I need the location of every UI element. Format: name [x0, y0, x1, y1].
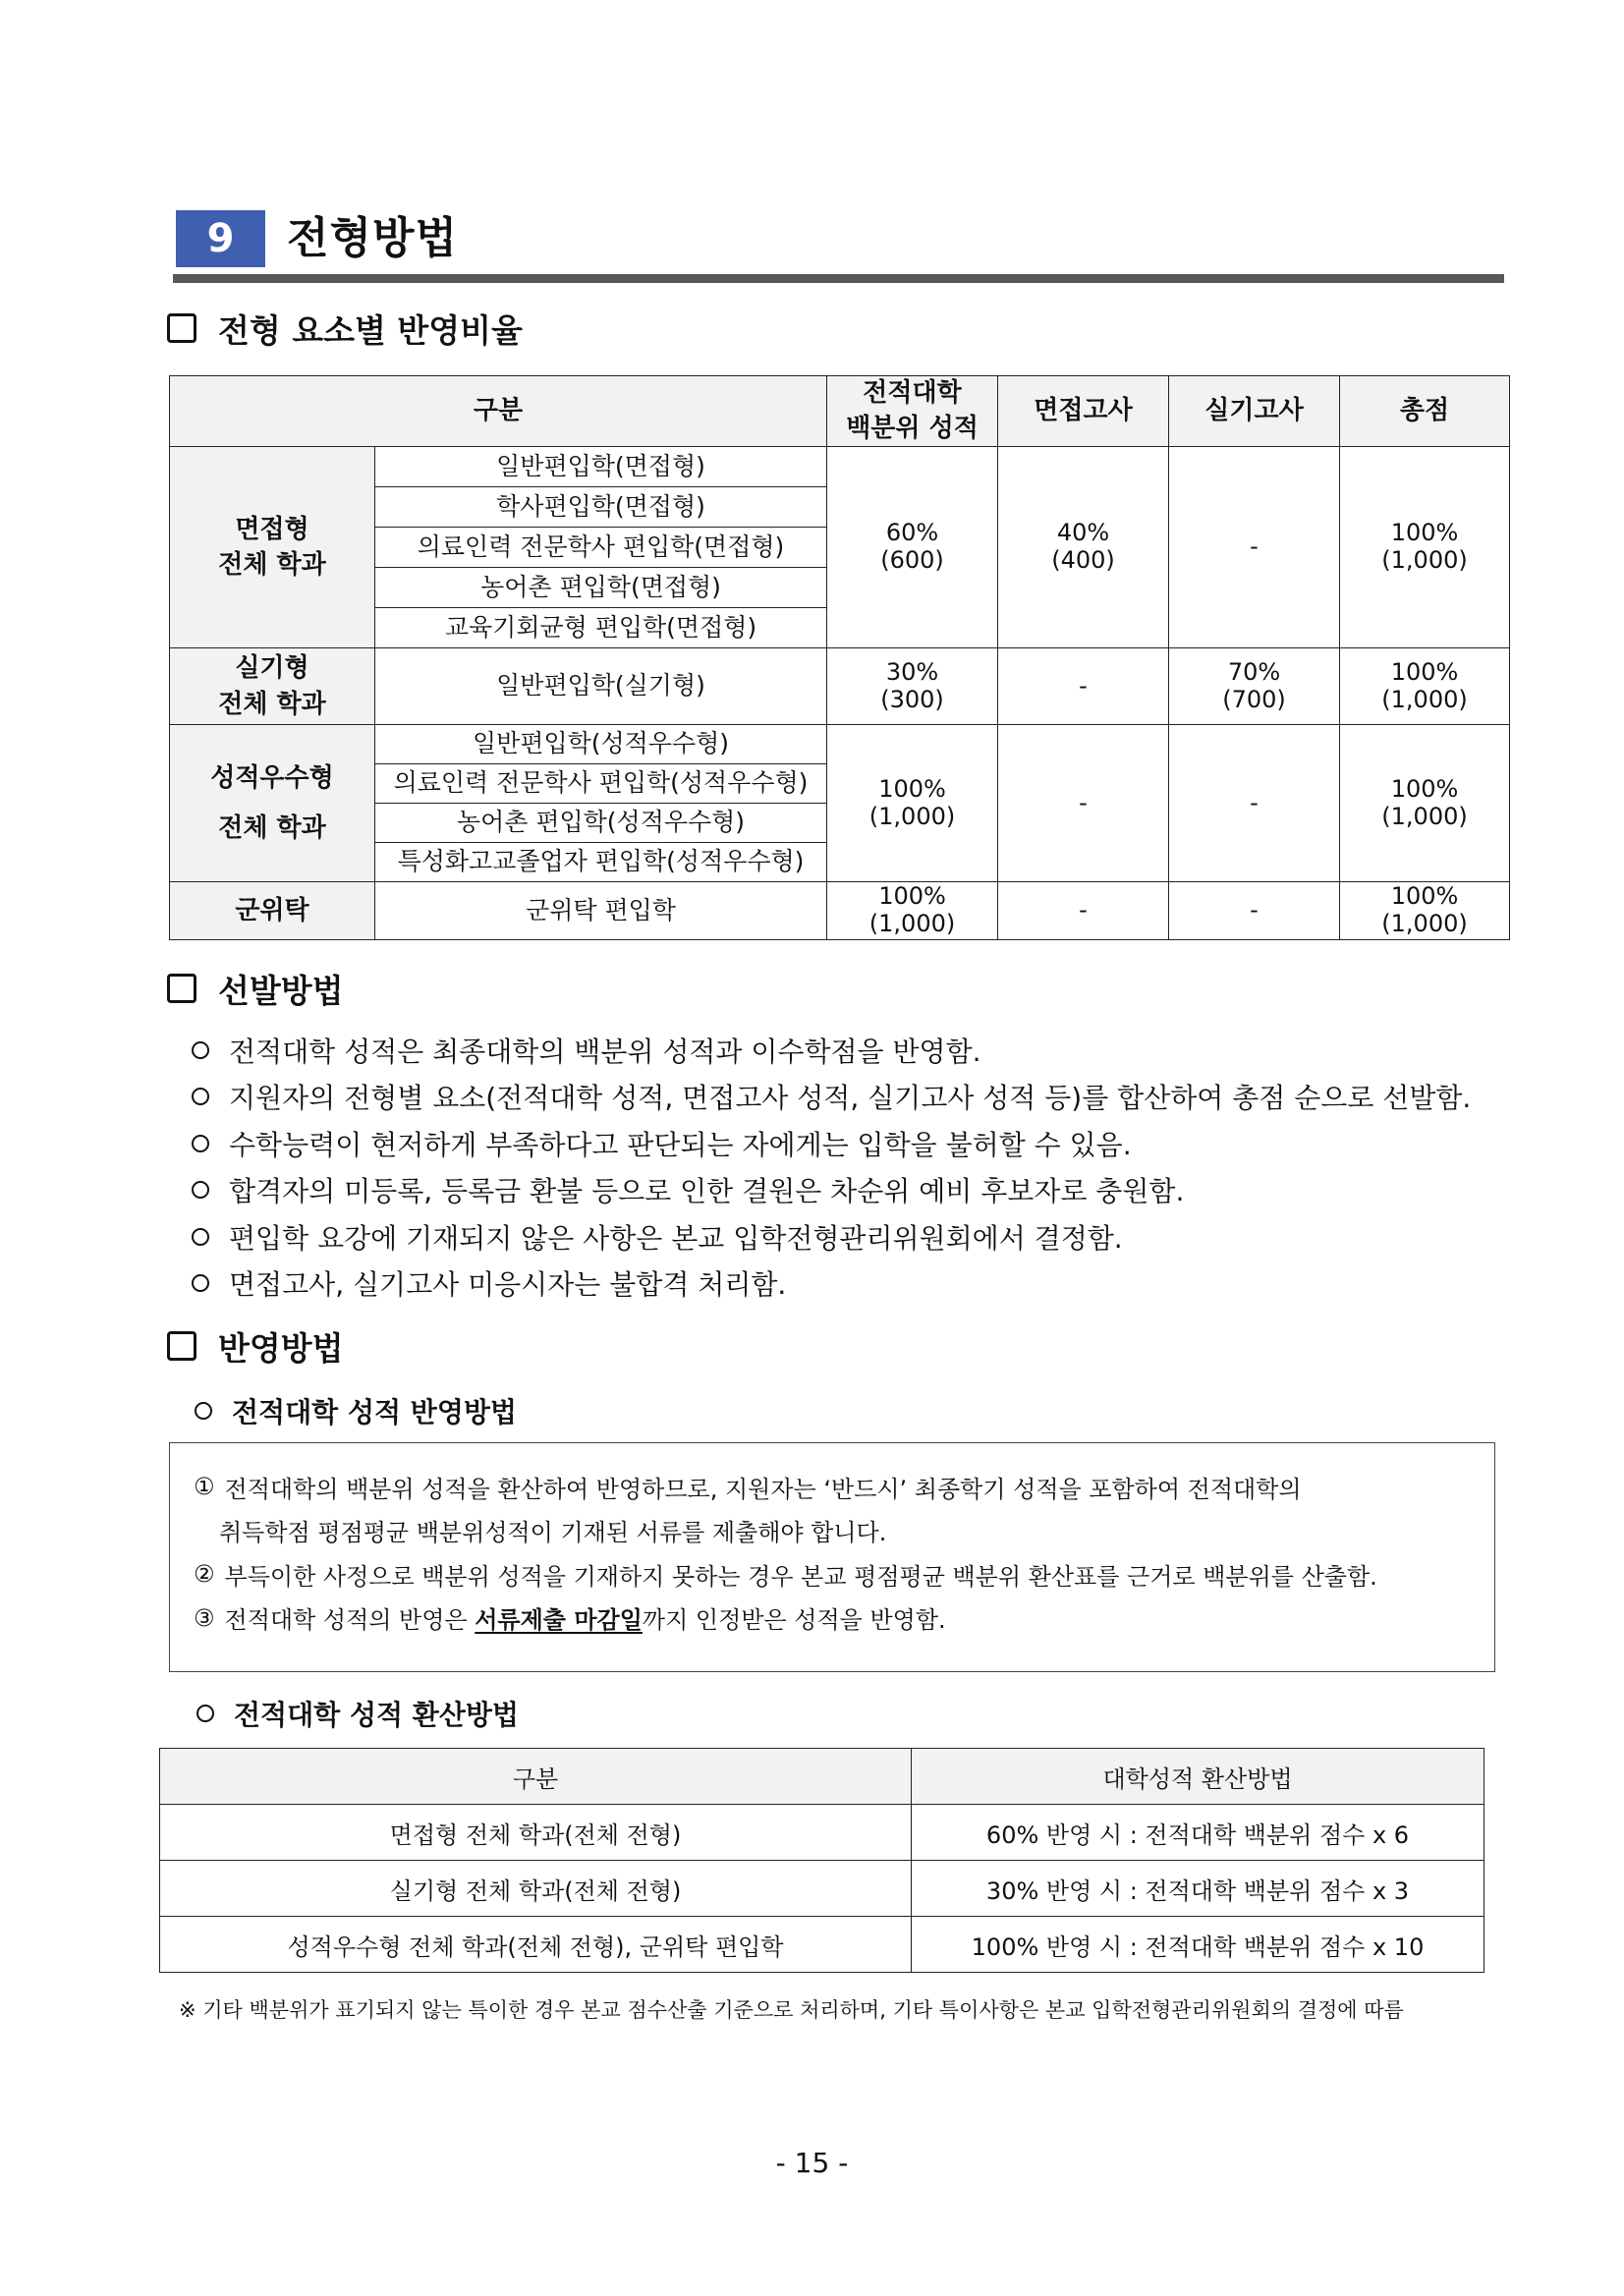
- military-total-cell: 100% (1,000): [1340, 882, 1510, 940]
- military-practical-cell: -: [1169, 882, 1340, 940]
- section-divider: [173, 274, 1504, 283]
- interview-grade-cell: 60% (600): [827, 447, 998, 648]
- bullet-circle-icon: [192, 1135, 209, 1152]
- bullet-circle-icon: [196, 1705, 214, 1722]
- list-item: 편입학 요강에 기재되지 않은 사항은 본교 입학전형관리위원회에서 결정함.: [192, 1213, 1498, 1260]
- sub-item: 의료인력 전문학사 편입학(성적우수형): [375, 764, 827, 804]
- ratio-header-row: [170, 376, 1510, 447]
- excellence-grade-cell: 100% (1,000): [827, 725, 998, 882]
- practical-practical-cell: 70% (700): [1169, 648, 1340, 725]
- table-row: [160, 1805, 1484, 1861]
- note-line: ③ 전적대학 성적의 반영은 서류제출 마감일 까지 인정받은 성적을 반영함.: [194, 1596, 1494, 1641]
- conversion-subheading: 전적대학 성적 환산방법: [196, 1696, 519, 1731]
- conversion-table: [159, 1748, 1484, 1973]
- note-line: ② 부득이한 사정으로 백분위 성적을 기재하지 못하는 경우 본교 평점평균 백분위 환산표를 근거로 백분위를 산출함.: [194, 1560, 1377, 1591]
- header-category: 구분: [170, 376, 827, 447]
- interview-interview-cell: 40% (400): [998, 447, 1169, 648]
- bullet-circle-icon: [192, 1088, 209, 1105]
- conv-cell: 30% 반영 시 : 전적대학 백분위 점수 x 3: [912, 1861, 1484, 1917]
- sub-item: 교육기회균형 편입학(면접형): [375, 608, 827, 648]
- header-practical: 실기고사: [1169, 376, 1340, 447]
- military-interview-cell: -: [998, 882, 1169, 940]
- military-grade-cell: 100% (1,000): [827, 882, 998, 940]
- list-item: 지원자의 전형별 요소(전적대학 성적, 면접고사 성적, 실기고사 성적 등)를 합산하여 총점 순으로 선발함.: [192, 1074, 1498, 1121]
- conversion-header-row: [160, 1749, 1484, 1805]
- checkbox-square-icon: [167, 1331, 196, 1361]
- checkbox-square-icon: [167, 974, 196, 1003]
- note-line: ① 전적대학의 백분위 성적을 환산하여 반영하므로, 지원자는 ‘반드시’ 최종학기 성적을 포함하여 전적대학의: [194, 1473, 1302, 1503]
- header-univ-grade: 전적대학 백분위 성적: [827, 376, 998, 447]
- header-interview: 면접고사: [998, 376, 1169, 447]
- list-item: 전적대학 성적은 최종대학의 백분위 성적과 이수학점을 반영함.: [192, 1027, 1498, 1074]
- conv-cell: 100% 반영 시 : 전적대학 백분위 점수 x 10: [912, 1917, 1484, 1973]
- table-row: [160, 1917, 1484, 1973]
- header-total: 총점: [1340, 376, 1510, 447]
- list-item: 면접고사, 실기고사 미응시자는 불합격 처리함.: [192, 1260, 1498, 1308]
- section-title: 전형방법: [287, 213, 459, 263]
- excellence-total-cell: 100% (1,000): [1340, 725, 1510, 882]
- sub-item: 농어촌 편입학(면접형): [375, 568, 827, 608]
- selection-list: [192, 1027, 1498, 1307]
- conv-cell: 성적우수형 전체 학과(전체 전형), 군위탁 편입학: [160, 1917, 912, 1973]
- interview-total-cell: 100% (1,000): [1340, 447, 1510, 648]
- excellence-interview-cell: -: [998, 725, 1169, 882]
- reflection-heading: [167, 1326, 344, 1366]
- group-interview: 면접형 전체 학과: [170, 447, 375, 648]
- footnote: ※ 기타 백분위가 표기되지 않는 특이한 경우 본교 점수산출 기준으로 처리하며, 기타 특이사항은 본교 입학전형관리위원회의 결정에 따름: [179, 1998, 1404, 2022]
- conv-cell: 60% 반영 시 : 전적대학 백분위 점수 x 6: [912, 1805, 1484, 1861]
- table-row: [170, 725, 1510, 764]
- bullet-circle-icon: [192, 1274, 209, 1292]
- ratio-heading: [167, 308, 523, 348]
- conv-header-method: 대학성적 환산방법: [912, 1749, 1484, 1805]
- note-line: 취득학점 평점평균 백분위성적이 기재된 서류를 제출해야 합니다.: [219, 1519, 887, 1547]
- bullet-circle-icon: [192, 1228, 209, 1246]
- selection-heading-text: 선발방법: [218, 971, 344, 1010]
- sub-item: 농어촌 편입학(성적우수형): [375, 804, 827, 843]
- practical-interview-cell: -: [998, 648, 1169, 725]
- sub-item: 일반편입학(실기형): [375, 648, 827, 725]
- excellence-practical-cell: -: [1169, 725, 1340, 882]
- checkbox-square-icon: [167, 313, 196, 343]
- bullet-circle-icon: [192, 1041, 209, 1059]
- conv-cell: 실기형 전체 학과(전체 전형): [160, 1861, 912, 1917]
- group-military: 군위탁: [170, 882, 375, 940]
- sub-item: 군위탁 편입학: [375, 882, 827, 940]
- sub-item: 특성화고교졸업자 편입학(성적우수형): [375, 843, 827, 882]
- sub-item: 의료인력 전문학사 편입학(면접형): [375, 528, 827, 568]
- reflection-heading-text: 반영방법: [218, 1328, 344, 1368]
- bullet-circle-icon: [195, 1402, 212, 1420]
- list-item: 합격자의 미등록, 등록금 환불 등으로 인한 결원은 차순위 예비 후보자로 충원함.: [192, 1167, 1498, 1214]
- page-number: - 15 -: [775, 2147, 849, 2179]
- practical-grade-cell: 30% (300): [827, 648, 998, 725]
- table-row: [170, 648, 1510, 725]
- group-excellence: 성적우수형 전체 학과: [170, 725, 375, 882]
- ratio-heading-text: 전형 요소별 반영비율: [218, 310, 523, 350]
- list-item: 수학능력이 현저하게 부족하다고 판단되는 자에게는 입학을 불허할 수 있음.: [192, 1120, 1498, 1167]
- group-practical: 실기형 전체 학과: [170, 648, 375, 725]
- conv-cell: 면접형 전체 학과(전체 전형): [160, 1805, 912, 1861]
- deadline-emphasis: 서류제출 마감일: [475, 1606, 643, 1635]
- sub-item: 일반편입학(성적우수형): [375, 725, 827, 764]
- practical-total-cell: 100% (1,000): [1340, 648, 1510, 725]
- table-row: [160, 1861, 1484, 1917]
- note-box: [169, 1442, 1495, 1672]
- interview-practical-cell: -: [1169, 447, 1340, 648]
- table-row: [170, 447, 1510, 487]
- bullet-circle-icon: [192, 1181, 209, 1199]
- section-number-badge: 9: [176, 210, 265, 267]
- table-row: [170, 882, 1510, 940]
- sub-item: 일반편입학(면접형): [375, 447, 827, 487]
- ratio-table: [169, 375, 1510, 940]
- grade-reflection-subheading: 전적대학 성적 반영방법: [195, 1393, 517, 1428]
- conv-header-category: 구분: [160, 1749, 912, 1805]
- selection-heading: [167, 969, 344, 1008]
- sub-item: 학사편입학(면접형): [375, 487, 827, 528]
